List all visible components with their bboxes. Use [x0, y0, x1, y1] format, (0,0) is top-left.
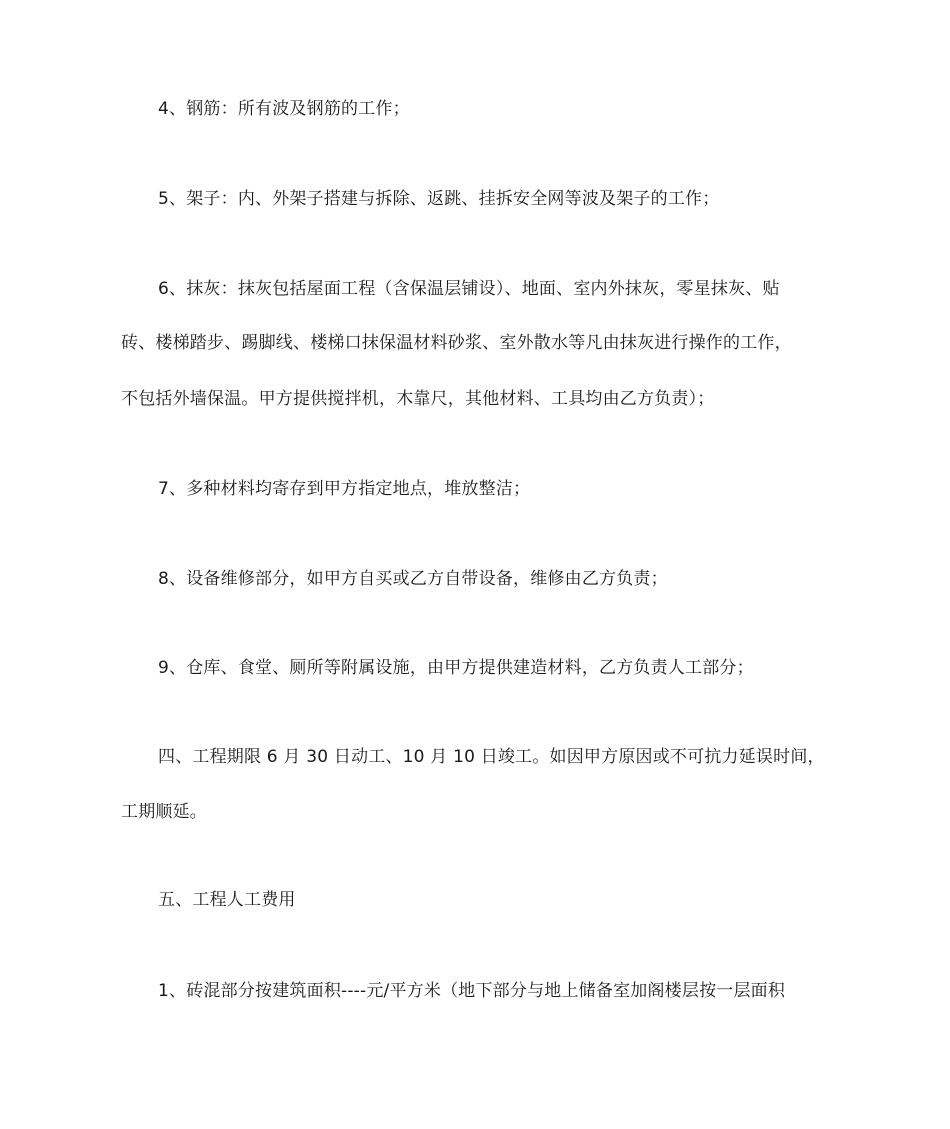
section-labor-cost-heading: 五、工程人工费用	[158, 890, 296, 910]
paragraph-rebar: 4、钢筋：所有波及钢筋的工作；	[158, 99, 410, 119]
paragraph-equipment-maintenance: 8、设备维修部分，如甲方自买或乙方自带设备，维修由乙方负责；	[158, 569, 668, 589]
paragraph-plastering-line-2: 砖、楼梯踏步、踢脚线、楼梯口抹保温材料砂浆、室外散水等凡由抹灰进行操作的工作，	[121, 333, 792, 353]
paragraph-facilities: 9、仓库、食堂、厕所等附属设施，由甲方提供建造材料，乙方负责人工部分；	[158, 658, 754, 678]
paragraph-plastering-line-1: 6、抹灰：抹灰包括屋面工程（含保温层铺设）、地面、室内外抹灰，零星抹灰、贴	[158, 279, 780, 299]
section-schedule-line-1: 四、工程期限 6 月 30 日动工、10 月 10 日竣工。如因甲方原因或不可抗力延误时间，	[158, 747, 825, 767]
section-schedule-line-2: 工期顺延。	[121, 802, 207, 822]
paragraph-materials-storage: 7、多种材料均寄存到甲方指定地点，堆放整洁；	[158, 479, 531, 499]
paragraph-scaffolding: 5、架子：内、外架子搭建与拆除、返跳、挂拆安全网等波及架子的工作；	[158, 189, 720, 209]
paragraph-brick-concrete-rate: 1、砖混部分按建筑面积----元/平方米（地下部分与地上储备室加阁楼层按一层面积	[158, 981, 786, 1001]
paragraph-plastering-line-3: 不包括外墙保温。甲方提供搅拌机，木靠尺，其他材料、工具均由乙方负责）；	[121, 389, 715, 409]
